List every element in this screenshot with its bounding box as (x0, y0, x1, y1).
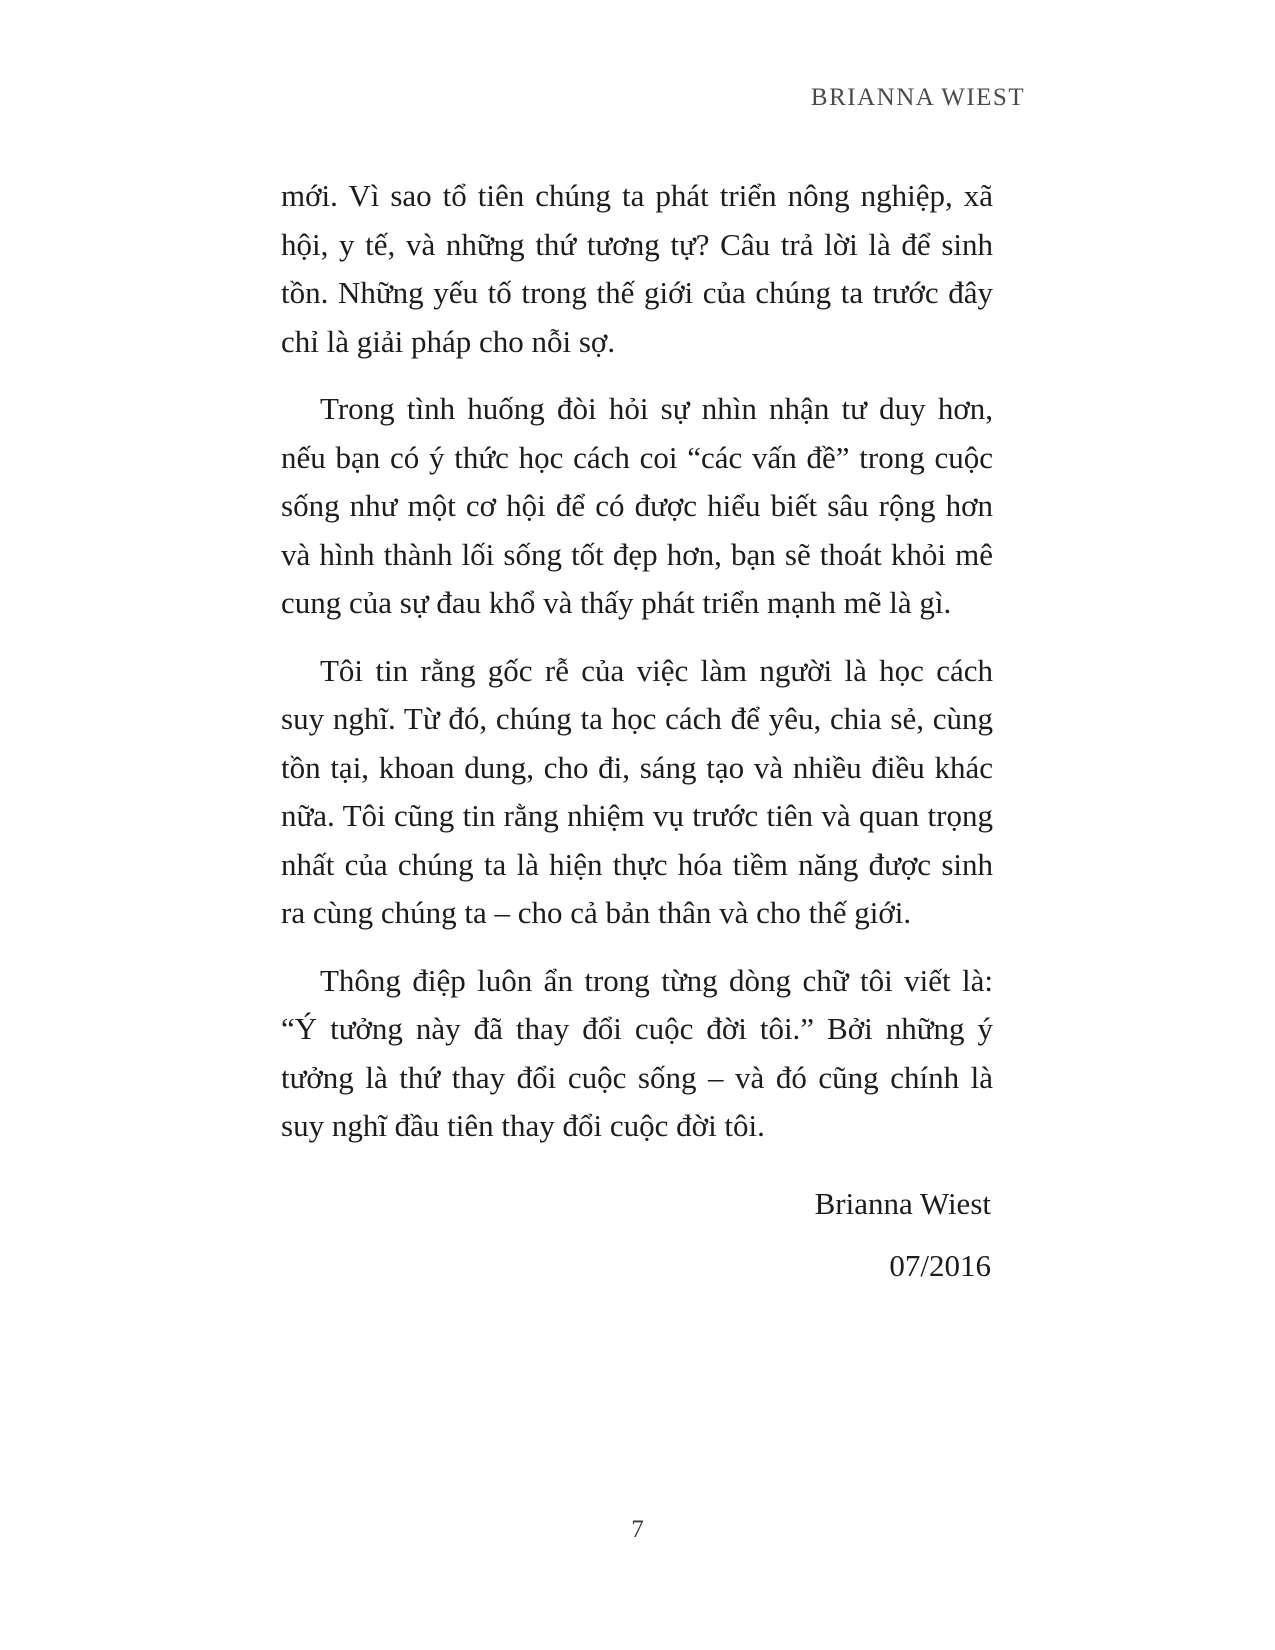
signature-block (281, 1180, 993, 1291)
paragraph: Trong tình huống đòi hỏi sự nhìn nhận tư duy hơn, nếu bạn có ý thức học cách coi “các vấn đề” trong cuộc sống như một cơ hội để có được hiểu biết sâu rộng hơn và hình thành lối sống tốt đẹp hơn, bạn sẽ thoát khỏi mê cung của sự đau khổ và thấy phát triển mạnh mẽ là gì. (281, 391, 993, 620)
paragraph: mới. Vì sao tổ tiên chúng ta phát triển nông nghiệp, xã hội, y tế, và những thứ tương tự? Câu trả lời là để sinh tồn. Những yếu tố trong thế giới của chúng ta trước đây chỉ là giải pháp cho nỗi sợ. (281, 178, 993, 359)
paragraph: Tôi tin rằng gốc rễ của việc làm người là học cách suy nghĩ. Từ đó, chúng ta học cách để yêu, chia sẻ, cùng tồn tại, khoan dung, cho đi, sáng tạo và nhiều điều khác nữa. Tôi cũng tin rằng nhiệm vụ trước tiên và quan trọng nhất của chúng ta là hiện thực hóa tiềm năng được sinh ra cùng chúng ta – cho cả bản thân và cho thế giới. (281, 652, 993, 930)
paragraph: Thông điệp luôn ẩn trong từng dòng chữ tôi viết là: “Ý tưởng này đã thay đổi cuộc đời tôi.” Bởi những ý tưởng là thứ thay đổi cuộc sống – và đó cũng chính là suy nghĩ đầu tiên thay đổi cuộc đời tôi. (281, 962, 993, 1143)
body-text (281, 172, 993, 1291)
signature-date: 07/2016 (889, 1248, 991, 1283)
running-header: BRIANNA WIEST (810, 84, 1026, 111)
page-number: 7 (631, 1516, 644, 1543)
signature-name: Brianna Wiest (814, 1185, 991, 1221)
